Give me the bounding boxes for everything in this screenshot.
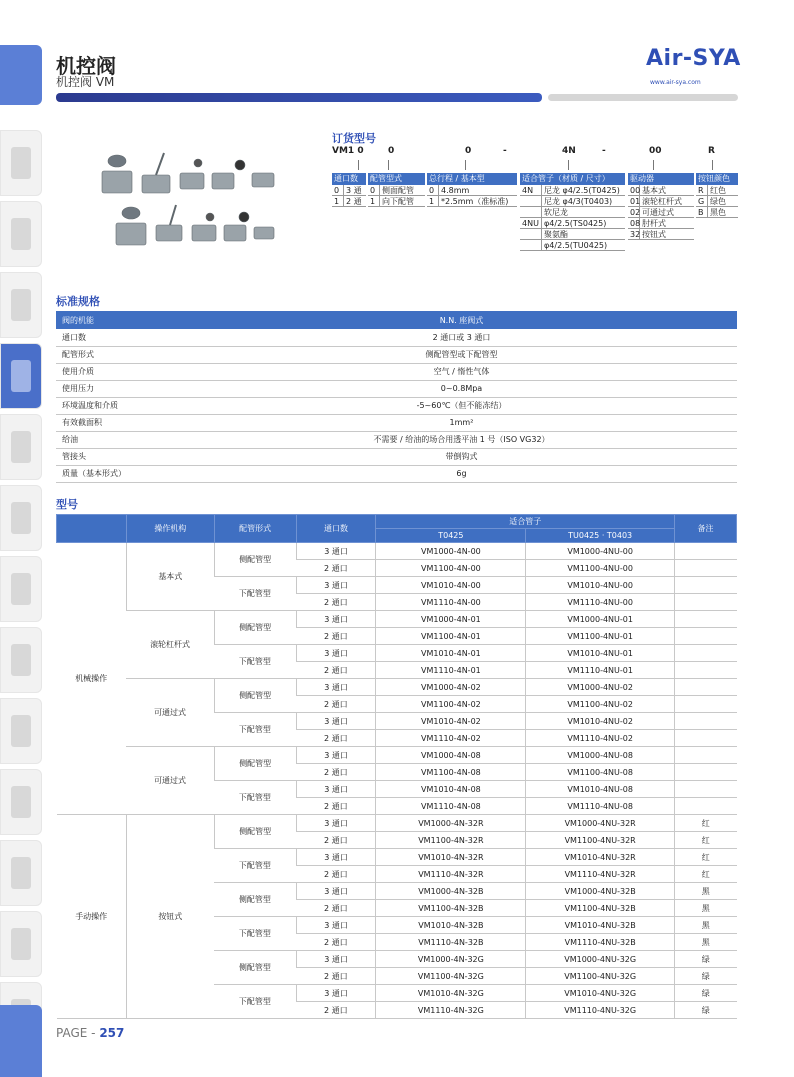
category-tab[interactable] <box>0 201 42 267</box>
model-cell: 2 通口 <box>296 560 376 577</box>
model-cell: 2 通口 <box>296 866 376 883</box>
model-head-t2: TU0425 · T0403 <box>526 529 675 543</box>
brand-url: www.air-sya.com <box>650 79 701 86</box>
model-cell <box>675 628 737 645</box>
spec-row: 给油 不需要 / 给油的场合用透平油 1 号（ISO VG32） <box>56 431 737 448</box>
model-cell: 绿 <box>675 951 737 968</box>
spec-table <box>56 311 737 483</box>
model-cell: 2 通口 <box>296 662 376 679</box>
table-row <box>57 543 737 560</box>
model-cell: 2 通口 <box>296 900 376 917</box>
model-cell: 3 通口 <box>296 713 376 730</box>
table-row <box>57 815 737 832</box>
model-cell <box>675 696 737 713</box>
model-cell: 3 通口 <box>296 679 376 696</box>
order-code-part: R <box>708 146 715 156</box>
table-row <box>57 611 737 628</box>
model-cell: VM1010-4NU-01 <box>526 645 675 662</box>
category-tab[interactable] <box>0 414 42 480</box>
model-cell: 黑 <box>675 917 737 934</box>
model-cell: VM1110-4NU-02 <box>526 730 675 747</box>
model-cell: VM1010-4N-32G <box>376 985 526 1002</box>
order-title: 订货型号 <box>332 132 376 145</box>
order-code-part: 0 <box>388 146 395 156</box>
pipe-type-cell: 侧配管型 <box>214 951 296 985</box>
model-cell <box>675 747 737 764</box>
order-group-row: φ4/2.5(TU0425) <box>520 240 625 251</box>
pipe-type-cell: 侧配管型 <box>214 883 296 917</box>
pipe-type-cell: 下配管型 <box>214 849 296 883</box>
side-bottom-block <box>0 1005 42 1077</box>
valve-icon <box>11 289 31 321</box>
model-cell: VM1110-4NU-08 <box>526 798 675 815</box>
model-cell: VM1000-4NU-01 <box>526 611 675 628</box>
order-group-row: R 红色 <box>696 185 738 196</box>
model-cell: VM1110-4N-32R <box>376 866 526 883</box>
model-cell: 黑 <box>675 900 737 917</box>
model-cell: VM1010-4N-32R <box>376 849 526 866</box>
model-cell: 红 <box>675 866 737 883</box>
order-code-part: 4N <box>562 146 576 156</box>
model-cell: 绿 <box>675 985 737 1002</box>
order-group-row: 32 按钮式 <box>628 229 694 240</box>
model-cell: 3 通口 <box>296 985 376 1002</box>
model-cell: 2 通口 <box>296 832 376 849</box>
model-cell: 黑 <box>675 934 737 951</box>
order-group <box>696 173 738 218</box>
op-mechanism-cell: 基本式 <box>126 543 214 611</box>
model-cell: VM1010-4N-08 <box>376 781 526 798</box>
table-row <box>57 747 737 764</box>
valve-icon <box>11 715 31 747</box>
model-cell: VM1100-4N-08 <box>376 764 526 781</box>
model-cell <box>675 543 737 560</box>
model-cell: 3 通口 <box>296 645 376 662</box>
model-cell: VM1100-4NU-00 <box>526 560 675 577</box>
model-cell <box>675 713 737 730</box>
op-mechanism-cell: 按钮式 <box>126 815 214 1019</box>
model-cell: 2 通口 <box>296 594 376 611</box>
model-cell: VM1100-4N-32B <box>376 900 526 917</box>
spec-row: 管接头 带倒钩式 <box>56 448 737 465</box>
order-group-row: 尼龙 φ4/3(T0403) <box>520 196 625 207</box>
model-cell: 3 通口 <box>296 951 376 968</box>
category-tab[interactable] <box>0 698 42 764</box>
model-cell: 3 通口 <box>296 747 376 764</box>
model-cell: 3 通口 <box>296 815 376 832</box>
model-cell: VM1010-4NU-32B <box>526 917 675 934</box>
model-cell: VM1110-4N-01 <box>376 662 526 679</box>
model-cell: VM1010-4NU-08 <box>526 781 675 798</box>
model-cell: VM1100-4NU-02 <box>526 696 675 713</box>
model-cell: 2 通口 <box>296 696 376 713</box>
order-group-header: 通口数 <box>332 173 366 185</box>
model-cell: VM1000-4N-08 <box>376 747 526 764</box>
model-cell: 2 通口 <box>296 1002 376 1019</box>
pipe-type-cell: 下配管型 <box>214 781 296 815</box>
pipe-type-cell: 下配管型 <box>214 985 296 1019</box>
model-cell <box>675 781 737 798</box>
order-code-part: - <box>602 146 606 156</box>
category-tab[interactable] <box>0 272 42 338</box>
order-code-part: - <box>503 146 507 156</box>
header-bar-grey <box>548 94 738 101</box>
page-subtitle: 机控阀 VM <box>56 75 115 89</box>
order-group-row: 02 可通过式 <box>628 207 694 218</box>
model-cell: VM1010-4NU-00 <box>526 577 675 594</box>
model-cell: 红 <box>675 849 737 866</box>
model-head-op: 操作机构 <box>126 515 214 543</box>
valve-icon <box>11 431 31 463</box>
order-group-row: 4N 尼龙 φ4/2.5(T0425) <box>520 185 625 196</box>
order-group-row: 软尼龙 <box>520 207 625 218</box>
order-group-row: 1 *2.5mm（准标准) <box>427 196 517 207</box>
category-tab[interactable] <box>0 343 42 409</box>
spec-row: 环境温度和介质 -5~60℃（但不能冻结） <box>56 397 737 414</box>
valve-icon <box>11 360 31 392</box>
model-cell <box>675 645 737 662</box>
category-tab[interactable] <box>0 911 42 977</box>
model-cell: VM1110-4N-32G <box>376 1002 526 1019</box>
model-cell: VM1110-4NU-32B <box>526 934 675 951</box>
model-cell: VM1110-4N-00 <box>376 594 526 611</box>
model-cell <box>675 611 737 628</box>
model-cell: VM1000-4NU-32R <box>526 815 675 832</box>
model-cell: VM1110-4N-08 <box>376 798 526 815</box>
order-group-row: B 黑色 <box>696 207 738 218</box>
model-cell: 2 通口 <box>296 968 376 985</box>
pipe-type-cell: 侧配管型 <box>214 543 296 577</box>
model-cell <box>675 798 737 815</box>
category-tab[interactable] <box>0 840 42 906</box>
pipe-type-cell: 下配管型 <box>214 917 296 951</box>
pipe-type-cell: 侧配管型 <box>214 679 296 713</box>
valve-icon <box>11 928 31 960</box>
model-head-pipe: 配管形式 <box>214 515 296 543</box>
model-cell: VM1010-4NU-02 <box>526 713 675 730</box>
model-cell: 2 通口 <box>296 628 376 645</box>
model-cell: 3 通口 <box>296 577 376 594</box>
brand-logo: Air-SYA <box>646 46 741 71</box>
model-cell: 2 通口 <box>296 934 376 951</box>
code-tick <box>388 160 389 170</box>
model-cell <box>675 679 737 696</box>
model-cell: VM1010-4N-02 <box>376 713 526 730</box>
model-cell: 红 <box>675 832 737 849</box>
code-tick <box>568 160 569 170</box>
model-cell <box>675 560 737 577</box>
model-cell: 3 通口 <box>296 781 376 798</box>
code-tick <box>712 160 713 170</box>
op-category-cell: 手动操作 <box>57 815 127 1019</box>
category-tab[interactable] <box>0 769 42 835</box>
valve-icon <box>11 218 31 250</box>
model-cell: VM1000-4N-32B <box>376 883 526 900</box>
valve-icon <box>11 786 31 818</box>
model-cell: VM1000-4NU-32G <box>526 951 675 968</box>
order-group <box>332 173 366 207</box>
valve-icon <box>11 857 31 889</box>
model-cell <box>675 730 737 747</box>
model-cell: VM1000-4N-32R <box>376 815 526 832</box>
valve-icon <box>11 502 31 534</box>
pipe-type-cell: 侧配管型 <box>214 815 296 849</box>
order-code-part: VM1 0 <box>332 146 364 156</box>
model-cell: VM1110-4NU-01 <box>526 662 675 679</box>
page-num: 257 <box>99 1026 125 1040</box>
model-head-ports: 通口数 <box>296 515 376 543</box>
model-cell: 2 通口 <box>296 798 376 815</box>
op-mechanism-cell: 可通过式 <box>126 679 214 747</box>
side-top-block <box>0 45 42 105</box>
order-group-row: 1 2 通 <box>332 196 366 207</box>
model-cell: VM1000-4N-02 <box>376 679 526 696</box>
model-cell <box>675 662 737 679</box>
model-cell: VM1000-4NU-08 <box>526 747 675 764</box>
model-cell <box>675 577 737 594</box>
pipe-type-cell: 下配管型 <box>214 713 296 747</box>
order-code-part: 0 <box>465 146 472 156</box>
order-group-row: G 绿色 <box>696 196 738 207</box>
product-photo <box>94 143 284 258</box>
op-mechanism-cell: 滚轮杠杆式 <box>126 611 214 679</box>
op-category-cell: 机械操作 <box>57 543 127 815</box>
category-tab[interactable] <box>0 485 42 551</box>
order-group-header: 驱动器 <box>628 173 694 185</box>
order-group-row: 00 基本式 <box>628 185 694 196</box>
order-group-row: 0 4.8mm <box>427 185 517 196</box>
model-cell: 2 通口 <box>296 764 376 781</box>
valve-icon <box>11 644 31 676</box>
model-cell: VM1100-4N-00 <box>376 560 526 577</box>
model-head-tube: 适合管子 <box>376 515 675 529</box>
order-group-row: 08 肘杆式 <box>628 218 694 229</box>
category-tab[interactable] <box>0 130 42 196</box>
order-group-row: 0 3 通 <box>332 185 366 196</box>
model-cell: VM1100-4NU-01 <box>526 628 675 645</box>
spec-row: 质量（基本形式） 6g <box>56 465 737 482</box>
order-group-header: 按钮颜色 <box>696 173 738 185</box>
model-cell: VM1110-4NU-00 <box>526 594 675 611</box>
model-cell: VM1010-4N-00 <box>376 577 526 594</box>
order-group-row: 01 滚轮杠杆式 <box>628 196 694 207</box>
model-cell: VM1000-4N-01 <box>376 611 526 628</box>
model-cell: VM1010-4NU-32G <box>526 985 675 1002</box>
pipe-type-cell: 侧配管型 <box>214 747 296 781</box>
order-group <box>520 173 625 251</box>
op-mechanism-cell: 可通过式 <box>126 747 214 815</box>
page-title: 机控阀 <box>56 54 116 78</box>
order-group-row: 4NU φ4/2.5(TS0425) <box>520 218 625 229</box>
model-cell: VM1100-4NU-32R <box>526 832 675 849</box>
spec-row: 有效截面积 1mm² <box>56 414 737 431</box>
model-cell: VM1010-4N-32B <box>376 917 526 934</box>
order-group-header: 配管型式 <box>368 173 425 185</box>
model-cell: VM1010-4N-01 <box>376 645 526 662</box>
spec-title: 标准规格 <box>56 295 100 308</box>
spec-row: 通口数 2 通口或 3 通口 <box>56 329 737 346</box>
model-table <box>56 514 737 1019</box>
model-cell: 绿 <box>675 1002 737 1019</box>
model-head-t1: T0425 <box>376 529 526 543</box>
model-cell: 绿 <box>675 968 737 985</box>
order-group-header: 适合管子（材质 / 尺寸） <box>520 173 625 185</box>
category-tab[interactable] <box>0 556 42 622</box>
model-cell: VM1100-4NU-32B <box>526 900 675 917</box>
valve-icon <box>11 573 31 605</box>
code-tick <box>653 160 654 170</box>
model-cell: 3 通口 <box>296 917 376 934</box>
pipe-type-cell: 侧配管型 <box>214 611 296 645</box>
order-group <box>368 173 425 207</box>
model-cell: VM1100-4N-32G <box>376 968 526 985</box>
model-head-group <box>57 515 127 543</box>
model-cell: VM1110-4NU-32G <box>526 1002 675 1019</box>
order-group-row: 聚氨酯 <box>520 229 625 240</box>
header-bar <box>56 93 542 102</box>
model-cell: VM1110-4N-02 <box>376 730 526 747</box>
model-cell: VM1000-4N-32G <box>376 951 526 968</box>
order-code-part: 00 <box>649 146 662 156</box>
model-head-note: 备注 <box>675 515 737 543</box>
spec-head-row: 阀的机能 N.N. 座阀式 <box>56 311 737 329</box>
model-cell: VM1000-4NU-32B <box>526 883 675 900</box>
model-cell: 黑 <box>675 883 737 900</box>
order-group-row: 0 侧面配管 <box>368 185 425 196</box>
model-title: 型号 <box>56 498 78 511</box>
model-cell: VM1100-4N-32R <box>376 832 526 849</box>
valve-icon <box>11 147 31 179</box>
order-group-header: 总行程 / 基本型 <box>427 173 517 185</box>
code-tick <box>358 160 359 170</box>
model-cell: 3 通口 <box>296 883 376 900</box>
page-number <box>56 1026 124 1040</box>
table-row <box>57 679 737 696</box>
order-group-row: 1 向下配管 <box>368 196 425 207</box>
model-cell: 3 通口 <box>296 611 376 628</box>
page-label: PAGE - <box>56 1026 100 1040</box>
model-cell: 3 通口 <box>296 849 376 866</box>
code-tick <box>465 160 466 170</box>
model-cell: VM1100-4NU-08 <box>526 764 675 781</box>
model-cell: VM1000-4N-00 <box>376 543 526 560</box>
model-cell: VM1100-4NU-32G <box>526 968 675 985</box>
model-cell <box>675 764 737 781</box>
spec-row: 配管形式 侧配管型或下配管型 <box>56 346 737 363</box>
spec-row: 使用压力 0~0.8Mpa <box>56 380 737 397</box>
model-cell: 红 <box>675 815 737 832</box>
model-cell: VM1000-4NU-02 <box>526 679 675 696</box>
pipe-type-cell: 下配管型 <box>214 577 296 611</box>
order-group <box>427 173 517 207</box>
model-cell: VM1100-4N-02 <box>376 696 526 713</box>
model-cell <box>675 594 737 611</box>
order-group <box>628 173 694 240</box>
model-cell: VM1000-4NU-00 <box>526 543 675 560</box>
model-cell: VM1110-4N-32B <box>376 934 526 951</box>
category-tab[interactable] <box>0 627 42 693</box>
pipe-type-cell: 下配管型 <box>214 645 296 679</box>
model-cell: 2 通口 <box>296 730 376 747</box>
model-cell: VM1110-4NU-32R <box>526 866 675 883</box>
model-cell: 3 通口 <box>296 543 376 560</box>
model-cell: VM1010-4NU-32R <box>526 849 675 866</box>
model-cell: VM1100-4N-01 <box>376 628 526 645</box>
spec-row: 使用介质 空气 / 惰性气体 <box>56 363 737 380</box>
